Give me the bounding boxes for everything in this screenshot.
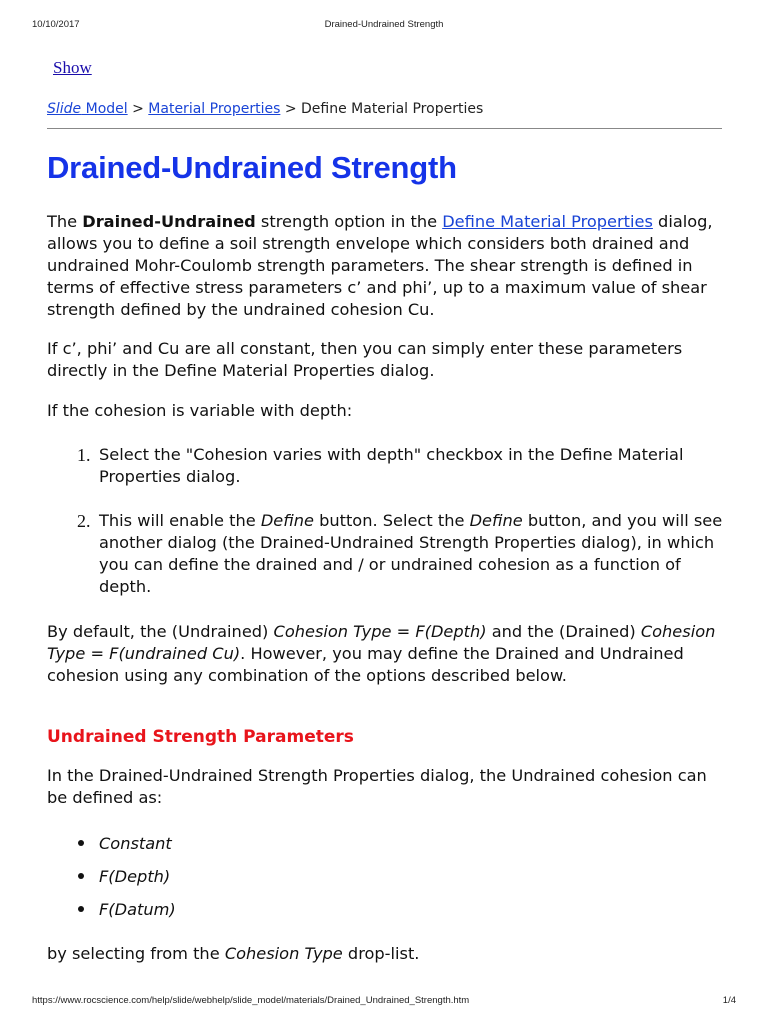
page-title: Drained-Undrained Strength xyxy=(47,150,457,185)
list-item: F(Depth) xyxy=(47,867,170,886)
show-link[interactable]: Show xyxy=(53,58,92,77)
list-item xyxy=(47,510,727,598)
print-date: 10/10/2017 xyxy=(32,19,80,30)
breadcrumb-separator: > xyxy=(127,101,149,117)
breadcrumb-separator: > xyxy=(280,101,302,117)
list-item-text: Select the "Cohesion varies with depth" checkbox in the Define Material Properties dialog. xyxy=(99,445,684,486)
list-number: 1. xyxy=(77,445,91,465)
breadcrumb-current: Define Material Properties xyxy=(301,101,484,117)
define-material-properties-link[interactable]: Define Material Properties xyxy=(442,212,653,231)
print-page-number: 1/4 xyxy=(722,995,736,1006)
header-divider xyxy=(47,128,722,129)
list-item: F(Datum) xyxy=(47,900,176,919)
bullet-icon xyxy=(78,906,84,912)
list-number: 2. xyxy=(77,511,91,531)
list-item: Constant xyxy=(47,834,172,853)
constant-paragraph: If c’, phi’ and Cu are all constant, then you can simply enter these parameters directly in the Define Material Properties dialog. xyxy=(47,339,683,380)
intro-paragraph: The Drained-Undrained strength option in the Define Material Properties dialog, allows you to define a soil strength envelope which considers both drained and undrained Mohr-Coulomb strength parameters. The shear strength is defined in terms of effective stress parameters c’ and phi’, up to a maximum value of shear strength defined by the undrained cohesion Cu. xyxy=(47,212,713,319)
section-heading: Undrained Strength Parameters xyxy=(47,727,354,747)
variable-paragraph: If the cohesion is variable with depth: xyxy=(47,401,353,420)
list-item-text: This will enable the Define button. Select the Define button, and you will see another dialog (the Drained-Undrained Strength Properties dialog), in which you can define the drained and / or undrained cohesion as a function of depth. xyxy=(99,511,723,596)
bullet-icon xyxy=(78,840,84,846)
default-paragraph: By default, the (Undrained) Cohesion Type = F(Depth) and the (Drained) Cohesion Type = F(undrained Cu). However, you may define the Drained and Undrained cohesion using any combination of the options described below. xyxy=(47,622,716,685)
list-item xyxy=(47,444,727,488)
print-title: Drained-Undrained Strength xyxy=(324,19,444,30)
undrained-paragraph: In the Drained-Undrained Strength Properties dialog, the Undrained cohesion can be defined as: xyxy=(47,766,707,807)
breadcrumb xyxy=(47,101,483,117)
bullet-icon xyxy=(78,873,84,879)
breadcrumb-link-slide-model[interactable]: Slide Model xyxy=(47,101,128,117)
breadcrumb-link-material-properties[interactable]: Material Properties xyxy=(148,101,281,117)
print-url: https://www.rocscience.com/help/slide/webhelp/slide_model/materials/Drained_Undrained_Strength.htm xyxy=(32,995,470,1006)
droplist-paragraph: by selecting from the Cohesion Type drop-list. xyxy=(47,944,420,963)
